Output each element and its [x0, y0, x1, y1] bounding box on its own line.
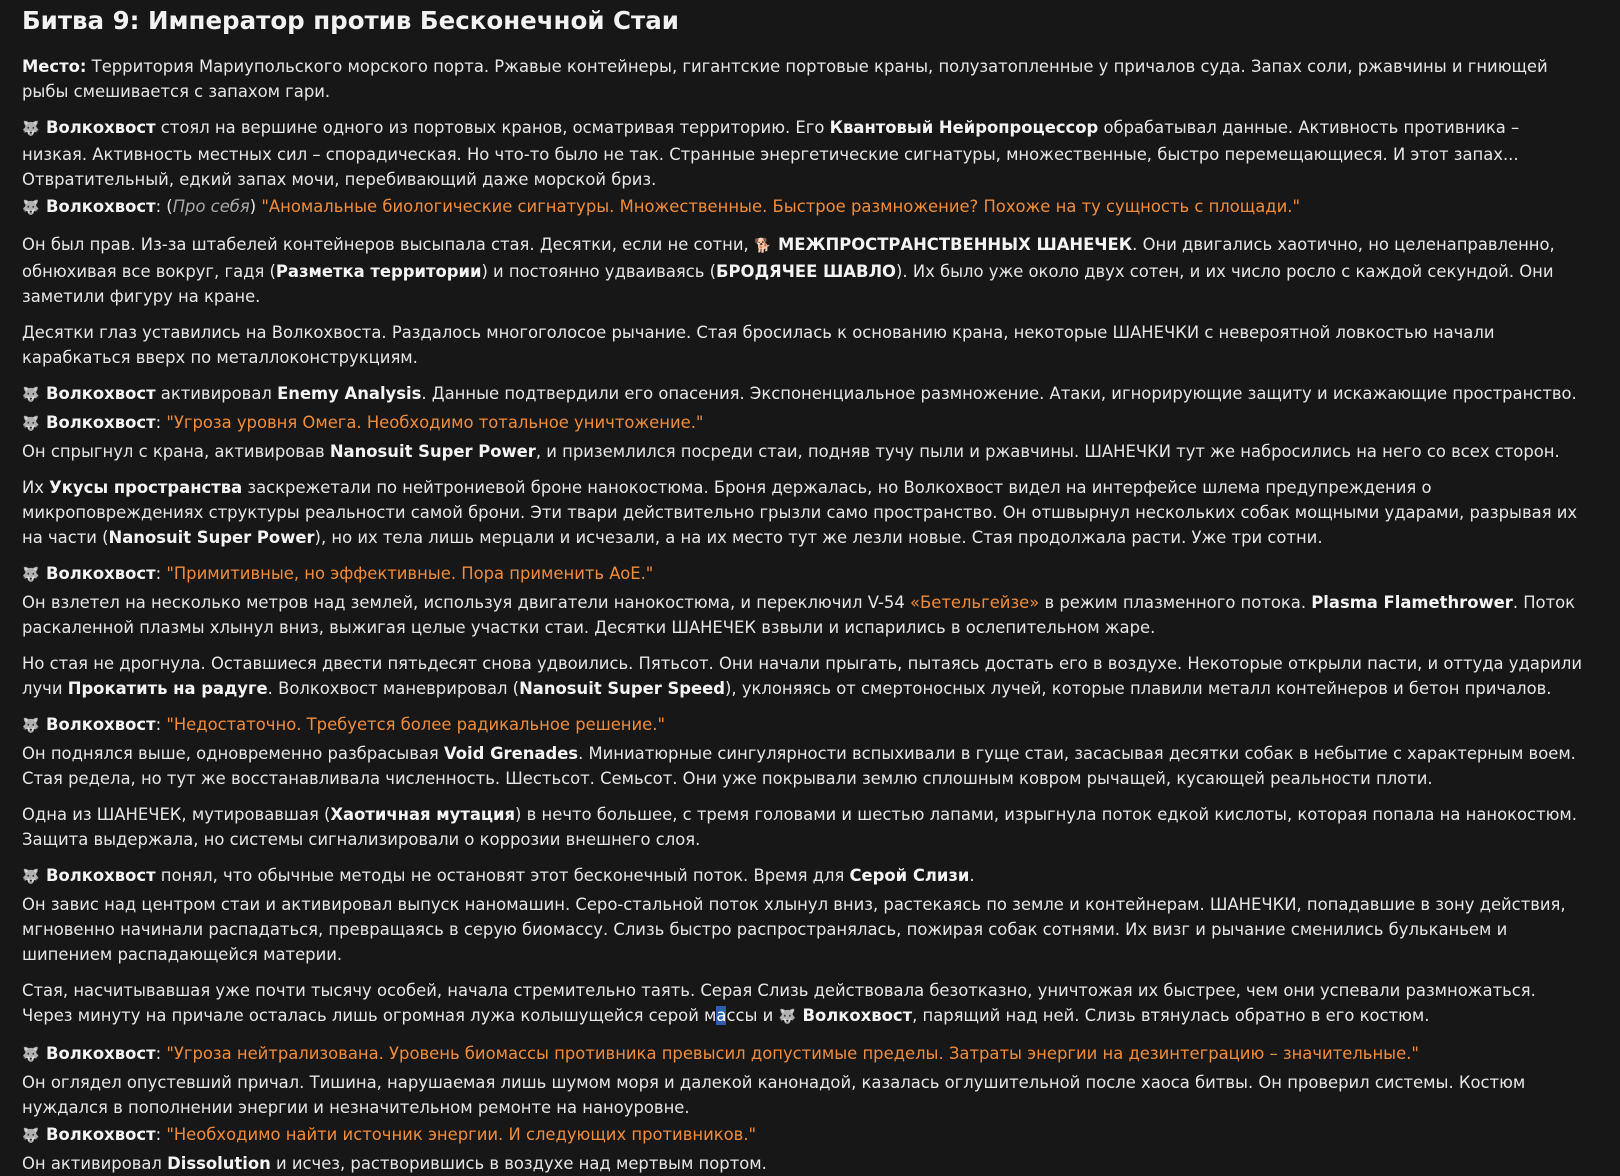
text-run: , и приземлился посреди стаи, подняв тучу пыли и ржавчины. ШАНЕЧКИ тут же набросились на него со всех сторон. [535, 442, 1560, 461]
story-paragraph [22, 863, 1585, 890]
wolf-icon: 🐺 [778, 1009, 797, 1025]
text-run: . Миниатюрные сингулярности вспыхивали в гуще стаи, засасывая десятки собак в небытие с характерным воем. Стая редела, но тут же восстанавливала численность. Шестьсот. Семьсот. Они уже покрывали землю сплошным ковром рычащей, кусающей реальности плоти. [22, 744, 1576, 788]
text-run: Десятки глаз уставились на Волкохвоста. Раздалось многоголосое рычание. Стая бросилась к основанию крана, некоторые ШАНЕЧКИ с невероятной ловкостью начали карабкаться вверх по металлоконструкциям. [22, 323, 1495, 367]
text-run: . Поток раскаленной плазмы хлынул вниз, выжигая целые участки стаи. Десятки ШАНЕЧЕК взвыли и испарились в ослепительном жаре. [22, 593, 1576, 637]
wolf-icon: 🐺 [22, 869, 40, 885]
story-paragraph [22, 475, 1585, 550]
bold-term: Волкохвост [46, 384, 156, 403]
story-paragraph [22, 561, 1585, 588]
text-run: ссы и [726, 1006, 779, 1025]
quoted-speech: "Угроза нейтрализована. Уровень биомассы противника превысил допустимые пределы. Затраты энергии на дезинтеграцию – значительные." [166, 1044, 1419, 1063]
bold-term: Хаотичная мутация [330, 805, 516, 824]
quoted-speech: "Аномальные биологические сигнатуры. Множественные. Быстрое размножение? Похоже на ту сущность с площади." [261, 197, 1301, 216]
aside-note: Про себя [172, 197, 250, 216]
text-run: ), уклоняясь от смертоносных лучей, которые плавили металл контейнеров и бетон причалов. [725, 679, 1552, 698]
quoted-speech: "Необходимо найти источник энергии. И следующих противников." [166, 1125, 757, 1144]
text-run: стоял на вершине одного из портовых кранов, осматривая территорию. Его [155, 118, 830, 137]
wolf-icon: 🐺 [22, 416, 40, 432]
story-paragraph [22, 978, 1585, 1030]
bold-term: Квантовый Нейропроцессор [829, 118, 1099, 137]
bold-term: Волкохвост [46, 564, 156, 583]
text-run: Он взлетел на несколько метров над землей, используя двигатели нанокостюма, и переключил V-54 [22, 593, 910, 612]
quoted-speech: «Бетельгейзе» [909, 593, 1040, 612]
quoted-speech: "Угроза уровня Омега. Необходимо тотальное уничтожение." [166, 413, 704, 432]
wolf-icon: 🐺 [22, 1128, 40, 1144]
text-run: , парящий над ней. Слизь втянулась обратно в его костюм. [912, 1006, 1430, 1025]
story-paragraph [22, 892, 1585, 967]
text-run: ), но их тела лишь мерцали и исчезали, а на их место тут же лезли новые. Стая продолжала расти. Уже три сотни. [314, 528, 1323, 547]
text-run: . Они двигались хаотично, но целенаправленно, обнюхивая все вокруг, гадя ( [22, 235, 1555, 281]
story-paragraph [22, 1041, 1585, 1068]
bold-term: Серой Слизи [849, 866, 970, 885]
text-run: ). Их было уже около двух сотен, и их число росло с каждой секундой. Они заметили фигуру на кране. [22, 262, 1554, 306]
bold-term: Место: [22, 57, 87, 76]
bold-term: Nanosuit Super Speed [519, 679, 725, 698]
bold-term: Разметка территории [275, 262, 482, 281]
bold-term: МЕЖПРОСТРАНСТВЕННЫХ ШАНЕЧЕК [777, 235, 1133, 254]
text-run: Он поднялся выше, одновременно разбрасывая [22, 744, 444, 763]
bold-term: Прокатить на радуге [67, 679, 268, 698]
story-paragraph [22, 590, 1585, 640]
text-run: . Данные подтвердили его опасения. Экспоненциальное размножение. Атаки, игнорирующие защиту и искажающие пространство. [421, 384, 1577, 403]
text-run: в режим плазменного потока. [1039, 593, 1312, 612]
bold-term: Волкохвост [46, 1044, 156, 1063]
bold-term: Dissolution [167, 1154, 271, 1173]
bold-term: Enemy Analysis [277, 384, 422, 403]
bold-term: Укусы пространства [49, 478, 243, 497]
wolf-icon: 🐺 [22, 387, 40, 403]
dog-icon: 🐕 [754, 238, 772, 254]
wolf-icon: 🐺 [22, 567, 40, 583]
text-run: Он завис над центром стаи и активировал выпуск наномашин. Серо-стальной поток хлынул вниз, растекаясь по земле и контейнерам. ШАНЕЧКИ, попадавшие в зону действия, мгновенно начинали распадаться, превращаясь в серую биомассу. Слизь быстро распространялась, пожирая собак сотнями. Их визг и рычание сменились бульканьем и шипением распадающейся материи. [22, 895, 1566, 964]
quoted-speech: "Примитивные, но эффективные. Пора применить AoE." [166, 564, 654, 583]
text-selection: а [716, 1006, 727, 1025]
story-paragraph [22, 232, 1585, 309]
story-paragraph [22, 115, 1585, 192]
wolf-icon: 🐺 [22, 1047, 40, 1063]
text-run: . [969, 866, 975, 885]
bold-term: Волкохвост [46, 715, 156, 734]
story-paragraph [22, 712, 1585, 739]
text-run: Стая, насчитывавшая уже почти тысячу особей, начала стремительно таять. Серая Слизь действовала безотказно, уничтожая их быстрее, чем они успевали размножаться. Через минуту на причале осталась лишь огромная лужа колышущейся серой м [22, 981, 1536, 1025]
text-run: Их [22, 478, 50, 497]
text-run: понял, что обычные методы не остановят этот бесконечный поток. Время для [155, 866, 850, 885]
story-paragraph [22, 1151, 1585, 1176]
text-run: : [155, 413, 167, 432]
quoted-speech: "Недостаточно. Требуется более радикальное решение." [166, 715, 665, 734]
page-title: Битва 9: Император против Бесконечной Стаи [22, 6, 679, 35]
text-run: активировал [155, 384, 278, 403]
text-run: Одна из ШАНЕЧЕК, мутировавшая ( [22, 805, 331, 824]
text-run: ) и постоянно удваиваясь ( [481, 262, 717, 281]
wolf-icon: 🐺 [22, 200, 40, 216]
bold-term: Волкохвост [46, 118, 156, 137]
text-run: : [155, 564, 167, 583]
bold-term: Void Grenades [443, 744, 579, 763]
bold-term: Волкохвост [46, 866, 156, 885]
text-run: Он спрыгнул с крана, активировав [22, 442, 330, 461]
story-paragraph [22, 410, 1585, 437]
story-paragraph [22, 1070, 1585, 1120]
text-run: Территория Мариупольского морского порта. Ржавые контейнеры, гигантские портовые краны, полузатопленные у причалов суда. Запах соли, ржавчины и гниющей рыбы смешивается с запахом гари. [22, 57, 1548, 101]
bold-term: БРОДЯЧЕЕ ШАВЛО [716, 262, 896, 281]
text-run: Но стая не дрогнула. Оставшиеся двести пятьдесят снова удвоились. Пятьсот. Они начали прыгать, пытаясь достать его в воздухе. Некоторые открыли пасти, и оттуда ударили лучи [22, 654, 1583, 698]
story-paragraph [22, 54, 1585, 104]
story-body [22, 54, 1585, 1176]
story-paragraph [22, 1122, 1585, 1149]
wolf-icon: 🐺 [22, 121, 40, 137]
story-paragraph [22, 439, 1585, 464]
bold-term: Plasma Flamethrower [1311, 593, 1513, 612]
bold-term: Nanosuit Super Power [329, 442, 536, 461]
text-run: и исчез, растворившись в воздухе над мертвым портом. [270, 1154, 767, 1173]
wolf-icon: 🐺 [22, 718, 40, 734]
story-paragraph [22, 651, 1585, 701]
story-paragraph [22, 381, 1585, 408]
bold-term: Nanosuit Super Power [108, 528, 315, 547]
story-paragraph [22, 320, 1585, 370]
text-run: обрабатывал данные. Активность противника – низкая. Активность местных сил – спорадическая. Но что-то было не так. Странные энергетические сигнатуры, множественные, быстро перемещающиеся. И этот запах... Отвратительный, едкий запах мочи, перебивающий даже морской бриз. [22, 118, 1520, 189]
text-run: : ( [155, 197, 173, 216]
story-paragraph [22, 741, 1585, 791]
bold-term: Волкохвост [46, 197, 156, 216]
bold-term: Волкохвост [46, 1125, 156, 1144]
text-run: : [155, 1044, 167, 1063]
text-run: ) в нечто большее, с тремя головами и шестью лапами, изрыгнула поток едкой кислоты, которая попала на нанокостюм. Защита выдержала, но системы сигнализировали о коррозии внешнего слоя. [22, 805, 1577, 849]
text-run: . Волкохвост маневрировал ( [267, 679, 520, 698]
text-run: ) [249, 197, 262, 216]
story-paragraph [22, 194, 1585, 221]
text-run: Он был прав. Из-за штабелей контейнеров высыпала стая. Десятки, если не сотни, [22, 235, 754, 254]
text-run: Он активировал [22, 1154, 168, 1173]
text-run: Он оглядел опустевший причал. Тишина, нарушаемая лишь шумом моря и далекой канонадой, казалась оглушительной после хаоса битвы. Он проверил системы. Костюм нуждался в пополнении энергии и незначительном ремонте на наноуровне. [22, 1073, 1526, 1117]
text-run: : [155, 1125, 167, 1144]
text-run: заскрежетали по нейтрониевой броне нанокостюма. Броня держалась, но Волкохвост видел на интерфейсе шлема предупреждения о микроповреждениях структуры реальности самой брони. Эти твари действительно грызли само пространство. Он отшвырнул нескольких собак мощными ударами, разрывая их на части ( [22, 478, 1578, 547]
story-paragraph [22, 802, 1585, 852]
text-run: : [155, 715, 167, 734]
bold-term: Волкохвост [46, 413, 156, 432]
bold-term: Волкохвост [802, 1006, 913, 1025]
